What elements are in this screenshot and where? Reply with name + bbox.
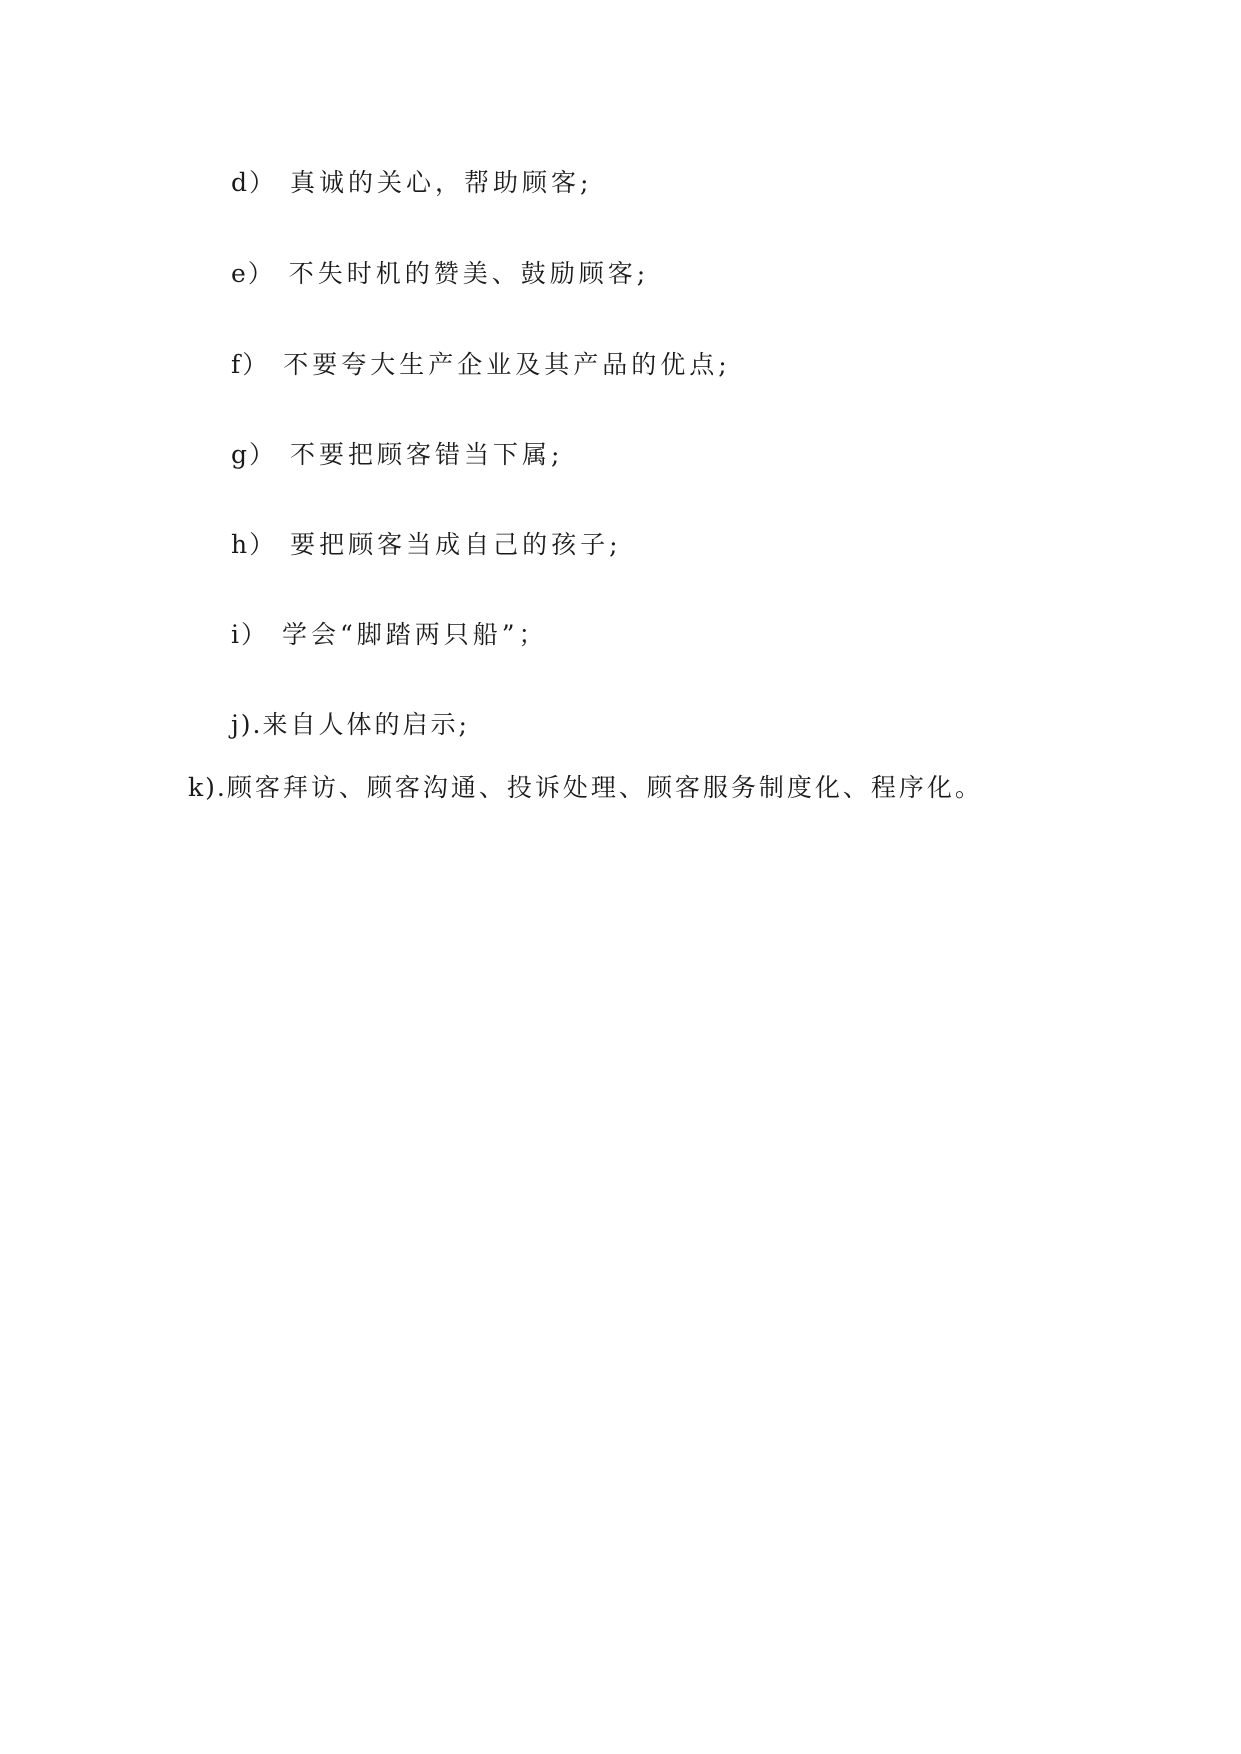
list-item-text: 来自人体的启示; (262, 710, 470, 739)
list-marker: h） (231, 530, 277, 559)
list-item-text: 不要夸大生产企业及其产品的优点; (283, 350, 731, 379)
list-item-text: 顾客拜访、顾客沟通、投诉处理、顾客服务制度化、程序化。 (226, 773, 983, 802)
list-item-text: 不要把顾客错当下属; (290, 440, 564, 469)
list-marker: e） (231, 259, 275, 288)
list-item-e (231, 257, 649, 291)
list-marker: f） (231, 350, 270, 379)
list-marker: k). (188, 773, 227, 802)
list-marker: g） (231, 440, 277, 469)
list-item-h (231, 528, 622, 562)
list-item-text: 要把顾客当成自己的孩子; (290, 530, 622, 559)
list-item-g (231, 438, 563, 472)
list-item-f (231, 348, 731, 382)
list-marker: i） (231, 620, 268, 649)
list-marker: j). (231, 710, 263, 739)
list-item-k (188, 771, 983, 805)
list-item-text: 学会“脚踏两只船”； (282, 620, 548, 649)
list-item-d (231, 166, 592, 200)
list-item-j (231, 708, 470, 742)
list-item-i (231, 618, 548, 652)
list-marker: d） (231, 168, 277, 197)
list-item-text: 不失时机的赞美、鼓励顾客; (288, 259, 650, 288)
list-item-text: 真诚的关心，帮助顾客; (290, 168, 593, 197)
